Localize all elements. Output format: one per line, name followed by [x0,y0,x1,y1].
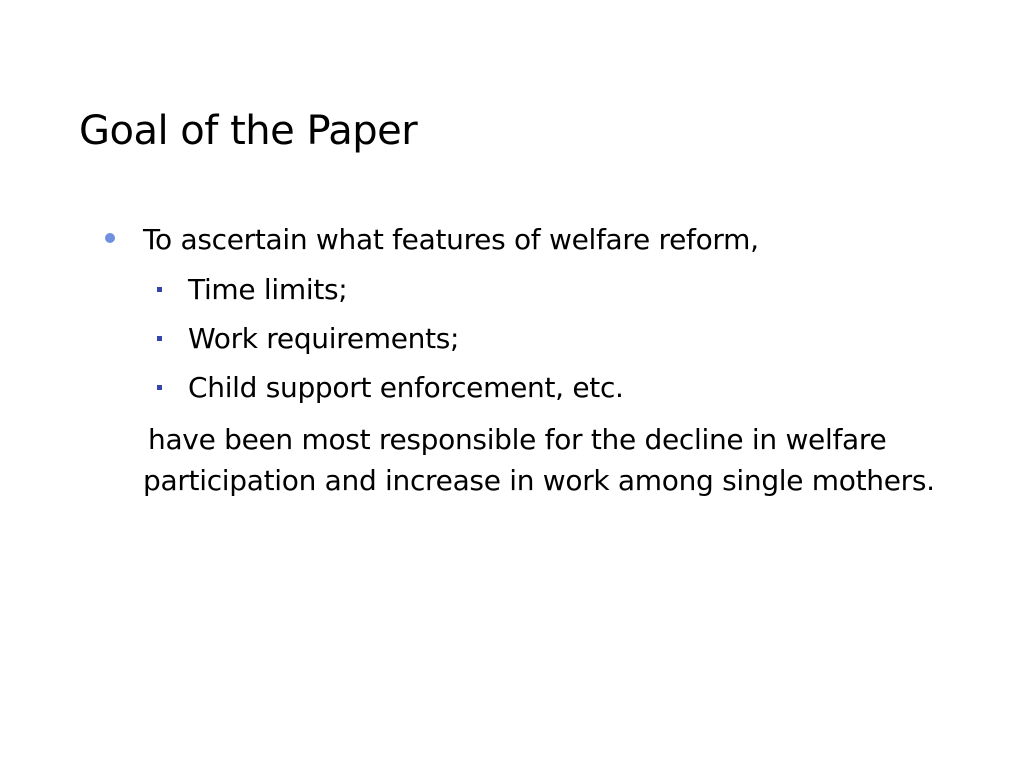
square-bullet-icon [157,287,162,292]
square-bullet-icon [157,336,162,341]
bullet-dot-icon [105,233,115,243]
sub-bullet-text: Time limits; [188,273,348,306]
main-bullet-text: To ascertain what features of welfare reform, [143,223,759,256]
slide-title: Goal of the Paper [79,108,418,154]
square-bullet-icon [157,385,162,390]
sub-bullet-text: Child support enforcement, etc. [188,371,624,404]
bullet-continuation-text: have been most responsible for the decline in welfare participation and increase in work among single mothers. [143,423,935,497]
sub-bullet-text: Work requirements; [188,322,460,355]
